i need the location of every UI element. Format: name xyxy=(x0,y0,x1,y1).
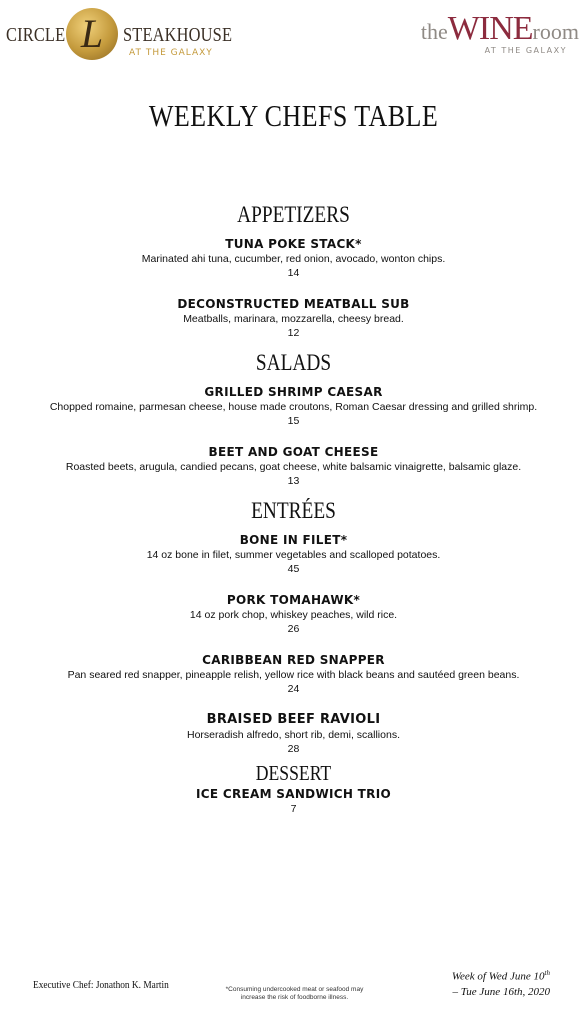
logo-left-subtitle: AT THE GALAXY xyxy=(129,48,213,58)
item-name: ICE CREAM SANDWICH TRIO xyxy=(196,787,391,801)
menu-item xyxy=(0,592,587,636)
item-price: 28 xyxy=(287,743,300,755)
logo-monogram: L xyxy=(80,11,104,56)
logo-word-the: the xyxy=(420,19,448,44)
executive-chef: Executive Chef: Jonathon K. Martin xyxy=(33,979,169,991)
logo-word-steakhouse: STEAKHOUSE xyxy=(123,24,233,46)
menu-item xyxy=(0,384,587,428)
week-start: Week of Wed June 10 xyxy=(451,970,545,983)
menu-item xyxy=(0,712,587,756)
item-name: DECONSTRUCTED MEATBALL SUB xyxy=(177,297,410,311)
menu-item xyxy=(0,786,587,816)
menu-item xyxy=(0,296,587,340)
menu-section-salads xyxy=(0,348,587,488)
logo-word-wine: WINE xyxy=(447,10,533,47)
section-title: DESSERT xyxy=(255,761,332,785)
item-description: 14 oz pork chop, whiskey peaches, wild rice. xyxy=(189,609,398,621)
item-price: 45 xyxy=(287,563,300,575)
week-start-suffix: th xyxy=(544,969,550,977)
week-dates xyxy=(452,966,550,1000)
section-title: SALADS xyxy=(255,350,332,375)
wine-room-logo xyxy=(409,10,579,65)
item-name: CARIBBEAN RED SNAPPER xyxy=(202,653,385,667)
logo-monogram-badge xyxy=(66,8,118,60)
logo-word-room: room xyxy=(532,19,579,44)
menu-section-entrees xyxy=(0,496,587,756)
week-line-1 xyxy=(452,966,550,985)
menu-section-dessert xyxy=(0,760,587,816)
item-price: 14 xyxy=(287,267,300,279)
menu-item xyxy=(0,236,587,280)
item-description: Chopped romaine, parmesan cheese, house made croutons, Roman Caesar dressing and grilled shrimp. xyxy=(49,401,538,413)
section-title: ENTRÉES xyxy=(251,498,336,523)
item-name: BONE IN FILET* xyxy=(239,533,348,547)
item-price: 7 xyxy=(290,803,297,815)
week-line-2: – Tue June 16th, 2020 xyxy=(452,985,550,998)
item-description: Pan seared red snapper, pineapple relish, yellow rice with black beans and sautéed green beans. xyxy=(67,669,520,681)
section-title: APPETIZERS xyxy=(237,202,350,227)
menu-item xyxy=(0,652,587,696)
item-price: 12 xyxy=(287,327,300,339)
menu xyxy=(0,200,587,816)
menu-item xyxy=(0,532,587,576)
item-name: BEET AND GOAT CHEESE xyxy=(208,445,379,459)
item-price: 26 xyxy=(287,623,300,635)
page-title: WEEKLY CHEFS TABLE xyxy=(148,98,439,133)
item-description: 14 oz bone in filet, summer vegetables and scalloped potatoes. xyxy=(146,549,441,561)
logo-right-subtitle: AT THE GALAXY xyxy=(484,46,567,55)
item-price: 15 xyxy=(287,415,300,427)
food-safety-disclaimer: *Consuming undercooked meat or seafood may increase the risk of foodborne illness. xyxy=(225,986,364,1001)
item-name: TUNA POKE STACK* xyxy=(225,237,362,251)
item-description: Meatballs, marinara, mozzarella, cheesy bread. xyxy=(183,313,404,325)
item-name: GRILLED SHRIMP CAESAR xyxy=(204,385,383,399)
menu-section-appetizers xyxy=(0,200,587,340)
item-name: BRAISED BEEF RAVIOLI xyxy=(206,712,381,727)
item-description: Roasted beets, arugula, candied pecans, goat cheese, white balsamic vinaigrette, balsamic glaze. xyxy=(65,461,522,473)
item-description: Marinated ahi tuna, cucumber, red onion, avocado, wonton chips. xyxy=(141,253,446,265)
menu-item xyxy=(0,444,587,488)
item-description: Horseradish alfredo, short rib, demi, scallions. xyxy=(186,729,400,741)
item-price: 13 xyxy=(287,475,300,487)
logo-word-circle: CIRCLE xyxy=(6,24,66,46)
circle-steakhouse-logo xyxy=(6,4,233,60)
item-price: 24 xyxy=(287,683,300,695)
wine-room-wordmark xyxy=(409,10,579,48)
item-name: PORK TOMAHAWK* xyxy=(226,593,361,607)
